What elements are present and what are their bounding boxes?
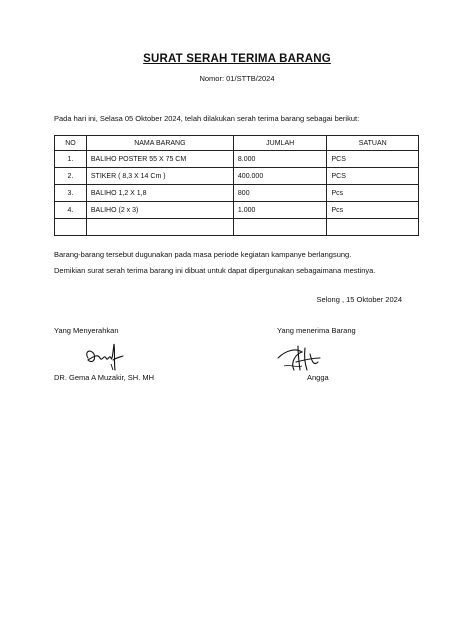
- cell-satuan: PCS: [327, 168, 419, 185]
- receiver-name: Angga: [307, 373, 329, 382]
- header-jumlah: JUMLAH: [233, 136, 327, 151]
- cell-nama: STIKER ( 8,3 X 14 Cm ): [86, 168, 233, 185]
- cell-jumlah: 1.000: [233, 202, 327, 219]
- header-no: NO: [55, 136, 87, 151]
- cell-no: [55, 219, 87, 236]
- place-date: Selong , 15 Oktober 2024: [316, 295, 402, 304]
- usage-paragraph: Barang-barang tersebut dugunakan pada masa periode kegiatan kampanye berlangsung.: [54, 250, 352, 259]
- receiver-signature: [276, 340, 322, 374]
- cell-nama: BALIHO 1,2 X 1,8: [86, 185, 233, 202]
- giver-name: DR. Gema A Muzakir, SH. MH: [54, 373, 155, 382]
- closing-paragraph: Demikian surat serah terima barang ini dibuat untuk dapat dipergunakan sebagaimana mestinya.: [54, 266, 376, 275]
- table-row-empty: [55, 219, 419, 236]
- cell-no: 3.: [55, 185, 87, 202]
- table-header-row: [55, 136, 419, 151]
- table-row: [55, 202, 419, 219]
- receiver-label: Yang menerima Barang: [277, 326, 356, 335]
- cell-satuan: PCS: [327, 151, 419, 168]
- items-table: [54, 135, 419, 236]
- cell-jumlah: 800: [233, 185, 327, 202]
- cell-no: 4.: [55, 202, 87, 219]
- giver-label: Yang Menyerahkan: [54, 326, 119, 335]
- cell-no: 1.: [55, 151, 87, 168]
- cell-satuan: [327, 219, 419, 236]
- document-number: Nomor: 01/STTB/2024: [199, 74, 275, 83]
- cell-nama: BALIHO POSTER 55 X 75 CM: [86, 151, 233, 168]
- cell-no: 2.: [55, 168, 87, 185]
- cell-jumlah: 8.000: [233, 151, 327, 168]
- cell-nama: [86, 219, 233, 236]
- cell-satuan: Pcs: [327, 185, 419, 202]
- header-satuan: SATUAN: [327, 136, 419, 151]
- table-row: [55, 151, 419, 168]
- header-nama-barang: NAMA BARANG: [86, 136, 233, 151]
- table-row: [55, 185, 419, 202]
- document-title: SURAT SERAH TERIMA BARANG: [143, 53, 331, 65]
- cell-satuan: Pcs: [327, 202, 419, 219]
- table-row: [55, 168, 419, 185]
- cell-jumlah: 400.000: [233, 168, 327, 185]
- intro-paragraph: Pada hari ini, Selasa 05 Oktober 2024, telah dilakukan serah terima barang sebagai berikut:: [54, 114, 360, 123]
- cell-nama: BALIHO (2 x 3): [86, 202, 233, 219]
- cell-jumlah: [233, 219, 327, 236]
- giver-signature: [82, 340, 124, 374]
